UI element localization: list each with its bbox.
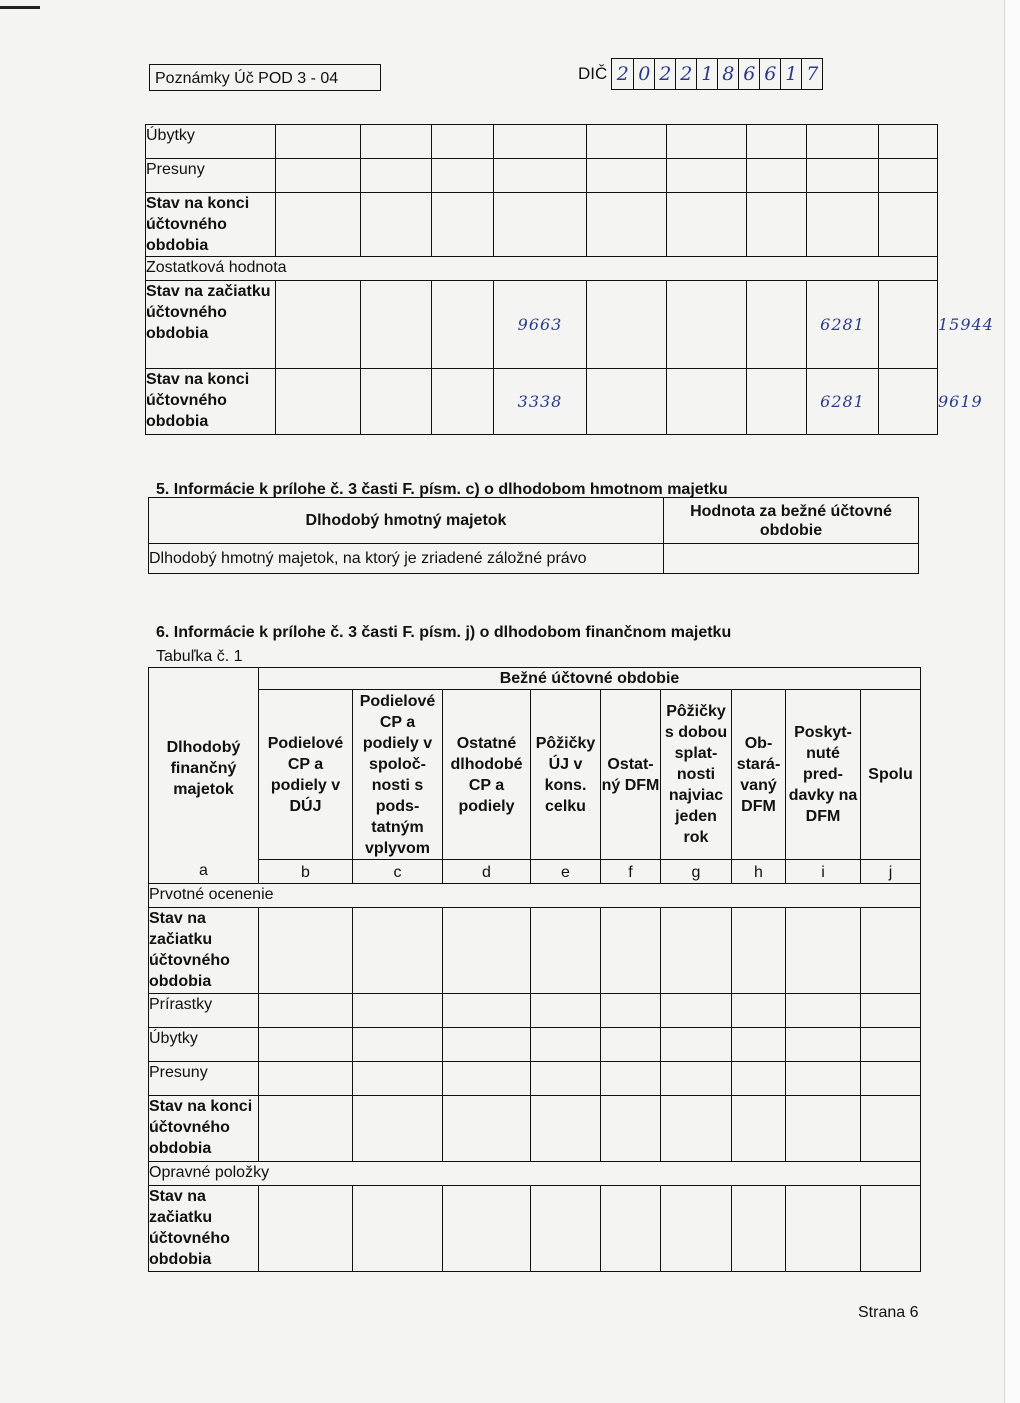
handwritten-value: 6281	[807, 281, 879, 369]
handwritten-value: 6281	[807, 369, 879, 435]
dic-digit: 7	[801, 59, 822, 89]
column-header-f: Ostat-ný DFM	[601, 690, 661, 860]
dic-digit: 6	[738, 59, 759, 89]
column-header-g: Pôžičky s dobou splat-nosti najviac jeden rok	[661, 690, 732, 860]
table-row	[149, 884, 921, 908]
column-letter: b	[259, 860, 353, 884]
dic-digit: 0	[633, 59, 654, 89]
section-label: Opravné položky	[149, 1162, 921, 1186]
table-row	[149, 544, 919, 574]
page-number: Strana 6	[858, 1304, 919, 1321]
row-label: Stav na začiatku účtovného obdobia	[149, 908, 259, 994]
column-letter: e	[531, 860, 601, 884]
column-letter: g	[661, 860, 732, 884]
row-label: Stav na konci účtovného obdobia	[146, 369, 276, 435]
dic-cells	[611, 58, 823, 90]
table-row	[149, 1162, 921, 1186]
table-row	[149, 1062, 921, 1096]
dic-field	[578, 58, 823, 90]
column-letter: j	[861, 860, 921, 884]
section-label: Prvotné ocenenie	[149, 884, 921, 908]
row-label: Dlhodobý hmotný majetok, na ktorý je zriadené záložné právo	[149, 544, 664, 574]
row-label: Úbytky	[146, 125, 276, 159]
column-letter: h	[732, 860, 786, 884]
table-row	[149, 908, 921, 994]
page-edge	[1004, 0, 1020, 1403]
handwritten-value: 3338	[494, 369, 587, 435]
table-row	[146, 159, 938, 193]
dic-digit: 1	[780, 59, 801, 89]
row-label: Stav na konci účtovného obdobia	[149, 1096, 259, 1162]
period-header: Bežné účtovné obdobie	[259, 668, 921, 690]
tangible-assets-table	[148, 497, 919, 574]
table-row: Stav na konci účtovného obdobia 3338 6281 9619	[146, 369, 938, 435]
corner-mark	[0, 6, 40, 9]
dic-digit: 1	[696, 59, 717, 89]
financial-assets-table	[148, 667, 921, 1272]
dic-digit: 2	[675, 59, 696, 89]
column-letter: a	[199, 862, 208, 879]
form-label: Poznámky Úč POD 3 - 04	[149, 64, 381, 91]
section-label: Zostatková hodnota	[146, 257, 938, 281]
dic-digit: 2	[654, 59, 675, 89]
column-header: Dlhodobý hmotný majetok	[149, 498, 664, 544]
column-letter: c	[353, 860, 443, 884]
column-header-d: Ostatné dlhodobé CP a podiely	[443, 690, 531, 860]
row-label: Presuny	[146, 159, 276, 193]
column-header-j: Spolu	[861, 690, 921, 860]
table-row	[149, 994, 921, 1028]
row-label: Stav na začiatku účtovného obdobia	[149, 1186, 259, 1272]
table-row	[149, 498, 919, 544]
handwritten-value: 9663	[494, 281, 587, 369]
column-header-h: Ob-stará-vaný DFM	[732, 690, 786, 860]
column-header-i: Poskyt-nuté pred-davky na DFM	[786, 690, 861, 860]
column-header-c: Podielové CP a podiely v spoloč-nosti s pods-tatným vplyvom	[353, 690, 443, 860]
row-label: Úbytky	[149, 1028, 259, 1062]
dic-label: DIČ	[578, 64, 608, 83]
section-5-title: 5. Informácie k prílohe č. 3 časti F. písm. c) o dlhodobom hmotnom majetku	[156, 481, 728, 498]
column-letter: i	[786, 860, 861, 884]
column-header-a	[149, 668, 259, 884]
table-row	[149, 668, 921, 690]
table-row	[149, 690, 921, 860]
table-row	[149, 860, 921, 884]
column-letter: f	[601, 860, 661, 884]
table-label: Tabuľka č. 1	[156, 648, 243, 665]
table-row	[149, 1186, 921, 1272]
table-row	[149, 1028, 921, 1062]
table-row	[146, 125, 938, 159]
dic-digit: 8	[717, 59, 738, 89]
column-header-b: Podielové CP a podiely v DÚJ	[259, 690, 353, 860]
table-row	[146, 193, 938, 257]
table-row	[146, 257, 938, 281]
table-row: Stav na začiatku účtovného obdobia 9663 6281 15944	[146, 281, 938, 369]
row-label: Stav na konci účtovného obdobia	[146, 193, 276, 257]
column-header-e: Pôžičky ÚJ v kons. celku	[531, 690, 601, 860]
row-label: Stav na začiatku účtovného obdobia	[146, 281, 276, 369]
asset-table-continued	[145, 124, 994, 435]
row-label: Prírastky	[149, 994, 259, 1028]
column-header: Hodnota za bežné účtovné obdobie	[664, 498, 919, 544]
dic-digit: 2	[616, 63, 629, 85]
section-6-title: 6. Informácie k prílohe č. 3 časti F. písm. j) o dlhodobom finančnom majetku	[156, 624, 732, 641]
dic-digit: 6	[759, 59, 780, 89]
column-letter: d	[443, 860, 531, 884]
column-header-a-text: Dlhodobý finančný majetok	[166, 739, 241, 798]
row-label: Presuny	[149, 1062, 259, 1096]
table-row	[149, 1096, 921, 1162]
